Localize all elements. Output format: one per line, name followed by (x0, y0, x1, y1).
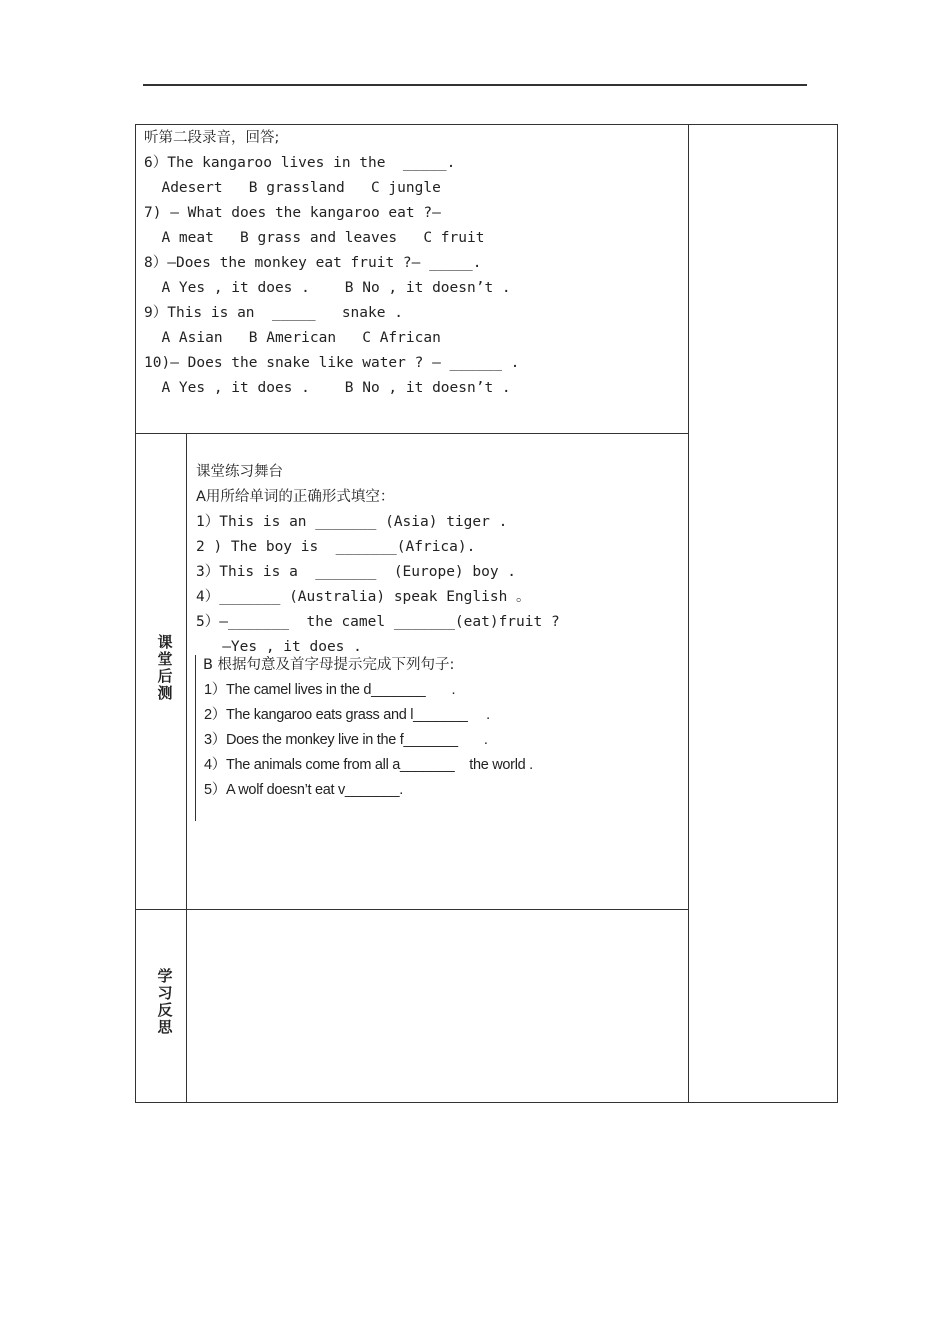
listening-heading: 听第二段录音，回答; (144, 130, 280, 146)
listening-line: 9）This is an _____ snake . (144, 305, 403, 321)
section-label-char: 思 (157, 1018, 173, 1036)
listening-line: A meat B grass and leaves C fruit (144, 230, 485, 246)
notes-column-divider (688, 124, 689, 1103)
section-label-char: 测 (157, 684, 173, 702)
part-b-item: 5）A wolf doesn’t eat v_______. (204, 782, 403, 798)
section-label-test (156, 634, 174, 702)
listening-line: Adesert B grassland C jungle (144, 180, 441, 196)
table-top-border (135, 124, 838, 125)
listening-line: 7) — What does the kangaroo eat ?— (144, 205, 441, 221)
label-column-divider (186, 433, 187, 1103)
listening-line: 8）—Does the monkey eat fruit ?— _____. (144, 255, 482, 271)
part-a-item: 2 ) The boy is _______(Africa). (196, 539, 476, 555)
section-label-reflection (156, 968, 174, 1036)
part-b-item: 4）The animals come from all a_______ the world . (204, 757, 533, 773)
section-label-char: 学 (157, 967, 173, 985)
part-a-item: 4）_______ (Australia) speak English 。 (196, 589, 531, 605)
row-divider-1 (135, 433, 689, 434)
table-left-border (135, 124, 136, 1103)
row-divider-2 (135, 909, 689, 910)
header-rule (143, 84, 807, 86)
listening-line: 6）The kangaroo lives in the _____. (144, 155, 456, 171)
section-label-char: 课 (157, 633, 173, 651)
section-label-char: 反 (157, 1001, 173, 1019)
part-b-item: 3）Does the monkey live in the f_______ . (204, 732, 488, 748)
listening-line: 10)— Does the snake like water ? — ______ . (144, 355, 520, 371)
section-label-char: 堂 (157, 650, 173, 668)
part-a-item: 5）—_______ the camel _______(eat)fruit ? (196, 614, 560, 630)
part-b-item: 1）The camel lives in the d_______ . (204, 682, 456, 698)
part-b-title: B 根据句意及首字母提示完成下列句子: (203, 657, 455, 673)
listening-line: A Yes , it does . B No , it doesn’t . (144, 380, 511, 396)
section-label-char: 习 (157, 984, 173, 1002)
part-a-item: 3）This is a _______ (Europe) boy . (196, 564, 517, 580)
stage-title: 课堂练习舞台 (196, 464, 283, 480)
part-a-item: —Yes , it does . (196, 639, 362, 655)
listening-line: A Asian B American C African (144, 330, 441, 346)
section-label-char: 后 (157, 667, 173, 685)
table-right-border (837, 124, 838, 1103)
table-bottom-border (135, 1102, 838, 1103)
part-b-bracket (195, 655, 196, 821)
part-a-item: 1）This is an _______ (Asia) tiger . (196, 514, 508, 530)
part-b-item: 2）The kangaroo eats grass and l_______ . (204, 707, 490, 723)
listening-line: A Yes , it does . B No , it doesn’t . (144, 280, 511, 296)
part-a-title: A用所给单词的正确形式填空： (196, 489, 395, 505)
